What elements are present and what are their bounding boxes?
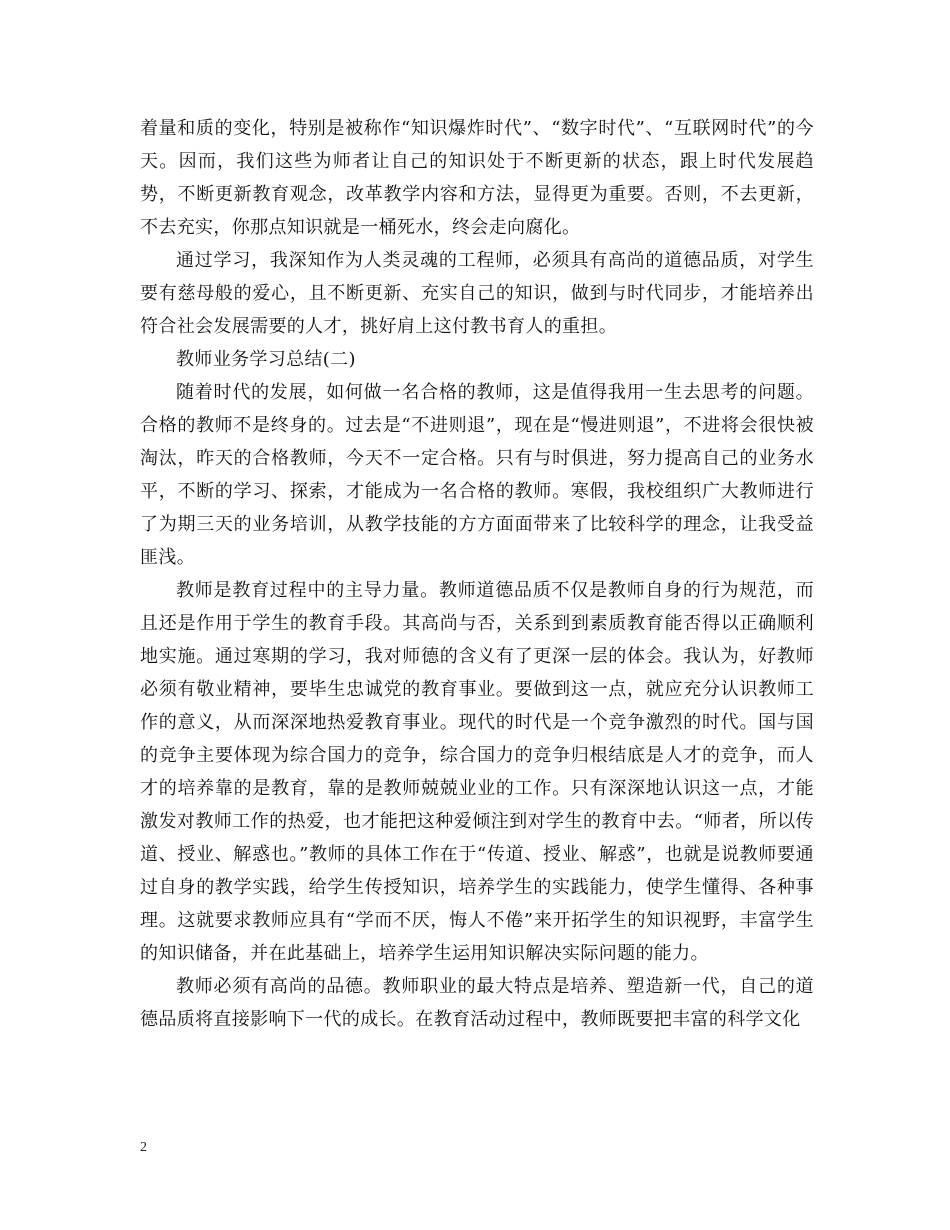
paragraph-teacher-ethics: 教师是教育过程中的主导力量。教师道德品质不仅是教师自身的行为规范，而且还是作用于学生的教育手段。其高尚与否，关系到到素质教育能否得以正确顺利地实施。通过寒期的学习，我对师德的含义有了更深一层的体会。我认为，好教师必须有敬业精神，要毕生忠诚党的教育事业。要做到这一点，就应充分认识教师工作的意义，从而深深地热爱教育事业。现代的时代是一个竞争激烈的时代。国与国的竞争主要体现为综合国力的竞争，综合国力的竞争归根结底是人才的竞争，而人才的培养靠的是教育，靠的是教师兢兢业业的工作。只有深深地认识这一点，才能激发对教师工作的热爱，也才能把这种爱倾注到对学生的教育中去。“师者，所以传道、授业、解惑也。”教师的具体工作在于“传道、授业、解惑”，也就是说教师要通过自身的教学实践，给学生传授知识，培养学生的实践能力，使学生懂得、各种事理。这就要求教师应具有“学而不厌，悔人不倦”来开拓学生的知识视野，丰富学生的知识储备，并在此基础上，培养学生运用知识解决实际问题的能力。 — [140, 580, 814, 964]
paragraph-study-summary: 通过学习，我深知作为人类灵魂的工程师，必须具有高尚的道德品质，对学生要有慈母般的爱心，且不断更新、充实自己的知识，做到与时代同步，才能培养出符合社会发展需要的人才，挑好肩上这付教书育人的重担。 — [140, 250, 814, 337]
section-heading: 教师业务学习总结(二) — [176, 349, 356, 370]
document-body — [140, 112, 814, 1036]
paragraph-noble-character: 教师必须有高尚的品德。教师职业的最大特点是培养、塑造新一代，自己的道德品质将直接影响下一代的成长。在教育活动过程中，教师既要把丰富的科学文化 — [140, 976, 814, 1030]
paragraph-qualified-teacher: 随着时代的发展，如何做一名合格的教师，这是值得我用一生去思考的问题。合格的教师不是终身的。过去是“不进则退”，现在是“慢进则退”，不进将会很快被淘汰，昨天的合格教师，今天不一定合格。只有与时俱进，努力提高自己的业务水平，不断的学习、探索，才能成为一名合格的教师。寒假，我校组织广大教师进行了为期三天的业务培训，从教学技能的方方面面带来了比较科学的理念，让我受益匪浅。 — [140, 382, 814, 568]
paragraph-continuation: 着量和质的变化，特别是被称作“知识爆炸时代”、“数字时代”、“互联网时代”的今天。因而，我们这些为师者让自己的知识处于不断更新的状态，跟上时代发展趋势，不断更新教育观念，改革教学内容和方法，显得更为重要。否则，不去更新，不去充实，你那点知识就是一桶死水，终会走向腐化。 — [140, 118, 814, 238]
page-number: 2 — [140, 1140, 147, 1155]
